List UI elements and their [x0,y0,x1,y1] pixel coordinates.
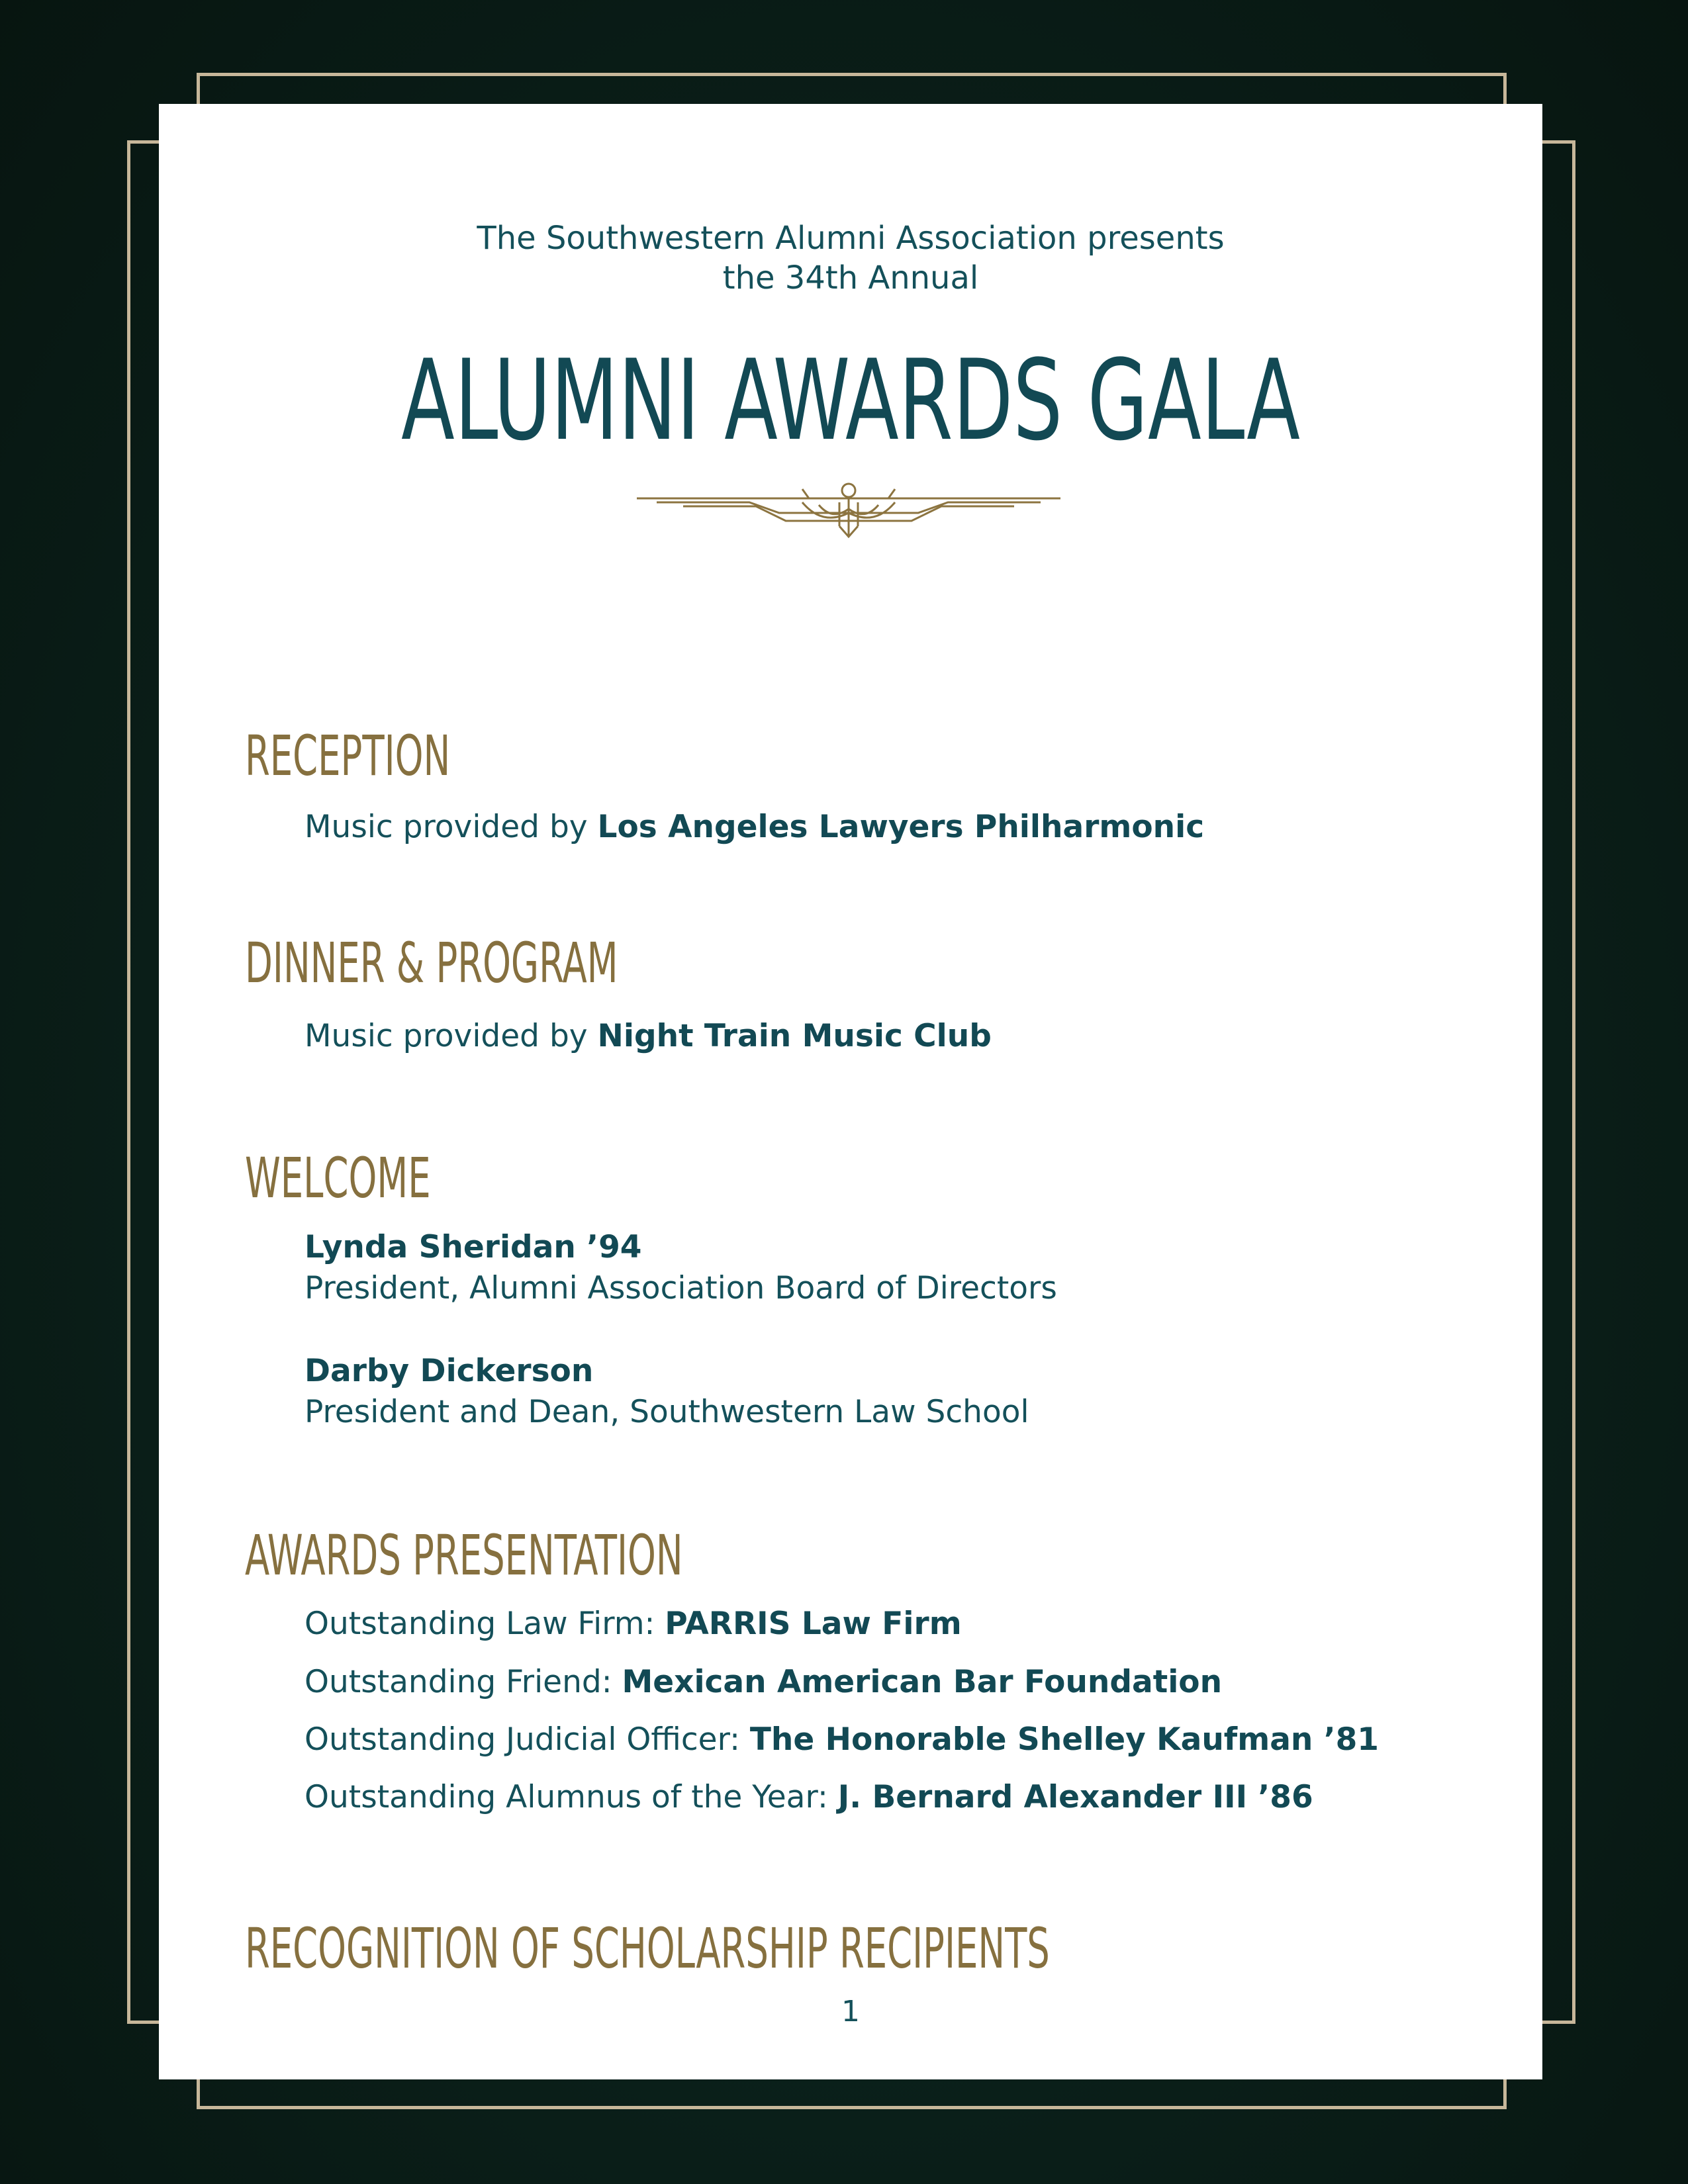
award-recipient: The Honorable Shelley Kaufman ’81 [749,1721,1379,1758]
award-category: Outstanding Law Firm: [305,1606,665,1642]
award-line [305,1777,1313,1818]
award-category: Outstanding Alumnus of the Year: [305,1779,838,1815]
award-line [305,1662,1222,1703]
reception-music-prefix: Music provided by [305,809,598,845]
award-recipient: Mexican American Bar Foundation [622,1664,1223,1700]
award-line [305,1719,1379,1760]
program-page [159,104,1542,2079]
page-title: ALUMNI AWARDS GALA [401,336,1300,465]
welcome-speaker-role: President and Dean, Southwestern Law School [305,1394,1029,1430]
dinner-music-line [305,1016,992,1057]
welcome-speaker-name: Darby Dickerson [305,1353,594,1389]
heading-recognition-scholarship: RECOGNITION OF SCHOLARSHIP RECIPIENTS [245,1916,1050,1981]
welcome-speaker-name: Lynda Sheridan ’94 [305,1229,642,1265]
intro-line-2: the 34th Annual [722,259,979,296]
heading-awards-presentation: AWARDS PRESENTATION [245,1523,683,1588]
heading-reception: RECEPTION [245,723,451,788]
award-recipient: PARRIS Law Firm [665,1606,962,1642]
award-category: Outstanding Friend: [305,1664,622,1700]
art-deco-divider-ornament [637,480,1060,542]
intro-line-1: The Southwestern Alumni Association presents [477,220,1225,257]
page-number: 1 [841,1995,860,2028]
award-line [305,1604,962,1645]
welcome-speaker-role: President, Alumni Association Board of Directors [305,1270,1057,1306]
reception-music-line [305,807,1204,848]
heading-welcome: WELCOME [245,1146,431,1210]
reception-music-performer: Los Angeles Lawyers Philharmonic [597,809,1205,845]
heading-dinner-program: DINNER & PROGRAM [245,931,618,995]
dinner-music-performer: Night Train Music Club [597,1018,992,1054]
dinner-music-prefix: Music provided by [305,1018,598,1054]
award-category: Outstanding Judicial Officer: [305,1721,750,1758]
award-recipient: J. Bernard Alexander III ’86 [837,1779,1313,1815]
